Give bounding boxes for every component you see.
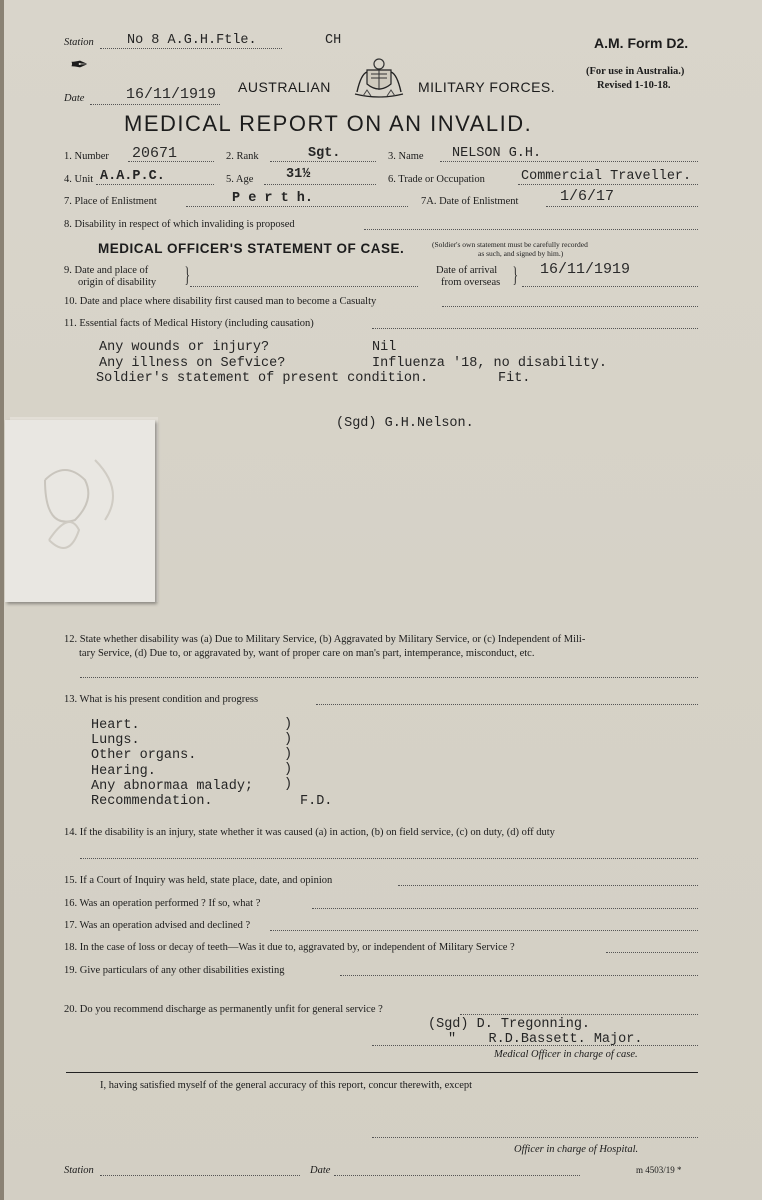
footer-date-dots — [334, 1175, 580, 1176]
item13-row4: Hearing. — [91, 764, 156, 779]
officer-dots — [372, 1137, 698, 1138]
item19: 19. Give particulars of any other disabilities existing — [64, 965, 285, 976]
item17: 17. Was an operation advised and declined ? — [64, 920, 251, 931]
signature-tregonning: (Sgd) D. Tregonning. — [428, 1017, 591, 1032]
item13-brackets: ) ) ) ) ) — [284, 717, 293, 792]
item13-row6: Recommendation. — [91, 794, 213, 809]
item20: 20. Do you recommend discharge as permanently unfit for general service ? — [64, 1004, 383, 1015]
attached-paper-slip — [5, 420, 155, 602]
usage-note: (For use in Australia.) — [586, 66, 685, 77]
title-military-forces: MILITARY FORCES. — [418, 79, 556, 95]
officer-caption: Officer in charge of Hospital. — [514, 1144, 639, 1155]
item15: 15. If a Court of Inquiry was held, state place, date, and opinion — [64, 875, 333, 886]
item17-dots — [270, 930, 698, 931]
title-australian: AUSTRALIAN — [238, 79, 331, 95]
item11-dots — [372, 328, 698, 329]
item19-dots — [340, 975, 698, 976]
mo-note-2: as such, and signed by him.) — [478, 249, 564, 258]
age-dots — [264, 184, 376, 185]
item13-label: 13. What is his present condition and progress — [64, 694, 259, 705]
item18-dots — [606, 952, 698, 953]
age-label: 5. Age — [226, 174, 254, 185]
rank-value: Sgt. — [308, 146, 341, 161]
ink-mark: ✒ — [70, 52, 89, 77]
soldier-signature: (Sgd) G.H.Nelson. — [336, 416, 474, 431]
trade-dots — [518, 184, 698, 185]
item9-line2: origin of disability — [78, 277, 157, 288]
binder-edge — [0, 0, 4, 1200]
disability-label: 8. Disability in respect of which invaliding is proposed — [64, 219, 295, 230]
arrival-dots — [522, 286, 698, 287]
item9-dots — [190, 286, 418, 287]
item11: 11. Essential facts of Medical History (including causation) — [64, 318, 314, 329]
item12-line1: 12. State whether disability was (a) Due to Military Service, (b) Aggravated by Military Service, or (c) Independent of Mili- — [64, 634, 586, 645]
trade-value: Commercial Traveller. — [521, 169, 692, 184]
rank-label: 2. Rank — [226, 151, 259, 162]
mo-statement-heading: MEDICAL OFFICER'S STATEMENT OF CASE. — [98, 241, 405, 256]
item12-dots — [80, 677, 698, 678]
history-a3: Fit. — [498, 371, 531, 386]
revised-note: Revised 1-10-18. — [597, 80, 671, 91]
main-title: MEDICAL REPORT ON AN INVALID. — [124, 111, 533, 136]
date-label: Date — [64, 93, 85, 104]
item9-line1: 9. Date and place of — [64, 265, 149, 276]
section-divider — [66, 1072, 698, 1073]
trade-label: 6. Trade or Occupation — [388, 174, 485, 185]
history-a1: Nil — [372, 340, 397, 355]
footer-date-label: Date — [310, 1165, 331, 1176]
mo-note-1: (Soldier's own statement must be carefully recorded — [432, 240, 588, 249]
item12-line2: tary Service, (d) Due to, or aggravated by, want of proper care on man's part, intemperance, misconduct, etc. — [79, 648, 535, 659]
item16: 16. Was an operation performed ? If so, what ? — [64, 898, 261, 909]
signature-bassett: " R.D.Bassett. Major. — [448, 1032, 643, 1047]
item9-brace: } — [184, 262, 190, 287]
footer-station-label: Station — [64, 1165, 94, 1176]
form-id: A.M. Form D2. — [594, 35, 689, 51]
enlist-place-value: P e r t h. — [232, 191, 314, 206]
enlist-date-value: 1/6/17 — [560, 188, 615, 205]
item14: 14. If the disability is an injury, state whether it was caused (a) in action, (b) on field service, (c) on duty, (d) off duty — [64, 827, 555, 838]
arrival-line1: Date of arrival — [436, 265, 498, 276]
enlist-date-label: 7A. Date of Enlistment — [421, 196, 519, 207]
arrival-line2: from overseas — [441, 277, 501, 288]
item13-row1: Heart. — [91, 718, 140, 733]
coat-of-arms-icon — [351, 56, 407, 103]
unit-value: A.A.P.C. — [100, 169, 165, 184]
print-code: m 4503/19 * — [636, 1165, 682, 1175]
item15-dots — [398, 885, 698, 886]
rank-dots — [270, 161, 376, 162]
number-label: 1. Number — [64, 151, 109, 162]
unit-label: 4. Unit — [64, 174, 94, 185]
station-extra: CH — [325, 33, 342, 48]
name-dots — [440, 161, 698, 162]
name-label: 3. Name — [388, 151, 424, 162]
disability-dots — [364, 229, 698, 230]
arrival-value: 16/11/1919 — [540, 261, 631, 278]
enlist-date-dots — [546, 206, 698, 207]
age-value: 31½ — [286, 167, 311, 182]
recommendation-value: F.D. — [300, 794, 333, 809]
date-value: 16/11/1919 — [126, 86, 217, 103]
footer-station-dots — [100, 1175, 300, 1176]
item13-row5: Any abnormaa malady; — [91, 779, 254, 794]
item13-dots — [316, 704, 698, 705]
item10-dots — [442, 306, 698, 307]
arrival-brace: } — [512, 262, 518, 287]
history-q2: Any illness on Sefvice? — [99, 356, 286, 371]
history-q3: Soldier's statement of present condition. — [96, 371, 429, 386]
history-q1: Any wounds or injury? — [99, 340, 270, 355]
mo-caption: Medical Officer in charge of case. — [494, 1049, 638, 1060]
item18: 18. In the case of loss or decay of teeth—Was it due to, aggravated by, or independent of Military Service ? — [64, 942, 515, 953]
station-label: Station — [64, 37, 94, 48]
station-dots — [100, 48, 282, 49]
item16-dots — [312, 908, 698, 909]
item13-row3: Other organs. — [91, 748, 197, 763]
item10: 10. Date and place where disability first caused man to become a Casualty — [64, 296, 377, 307]
enlist-place-dots — [186, 206, 408, 207]
station-value: No 8 A.G.H.Ftle. — [127, 33, 257, 48]
name-value: NELSON G.H. — [452, 146, 542, 161]
item13-row2: Lungs. — [91, 733, 140, 748]
date-dots — [90, 104, 220, 105]
concur-text: I, having satisfied myself of the general accuracy of this report, concur therewith, except — [100, 1080, 473, 1091]
item20-dots — [460, 1014, 698, 1015]
enlist-place-label: 7. Place of Enlistment — [64, 196, 157, 207]
number-value: 20671 — [132, 145, 178, 162]
item14-dots — [80, 858, 698, 859]
unit-dots — [96, 184, 214, 185]
history-a2: Influenza '18, no disability. — [372, 356, 607, 371]
